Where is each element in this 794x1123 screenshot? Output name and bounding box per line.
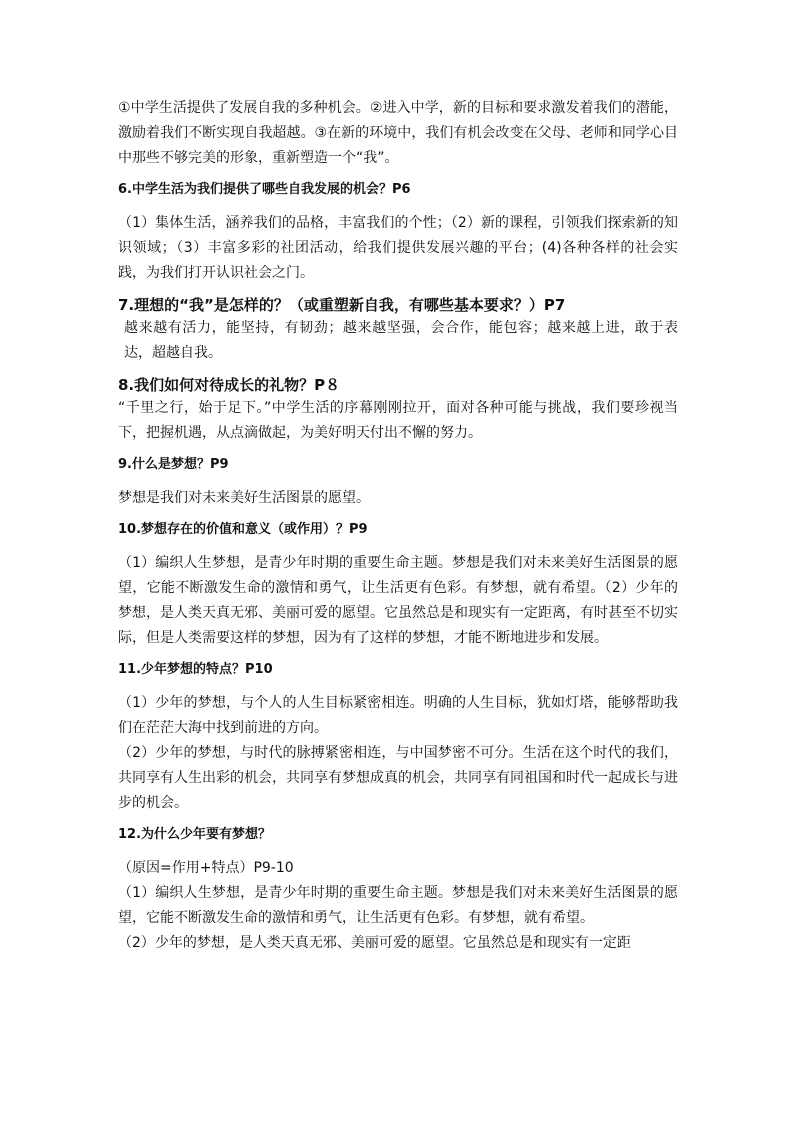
paragraph-a6: （1）集体生活，涵养我们的品格，丰富我们的个性；（2）新的课程，引领我们探索新的知识领域；（3）丰富多彩的社团活动，给我们提供发展兴趣的平台；(4)各种各样的社会实践，为我们打开认识社会之门。	[118, 215, 678, 281]
paragraph-a12-2: （2）少年的梦想，是人类天真无邪、美丽可爱的愿望。它虽然总是和现实有一定距	[118, 935, 631, 951]
paragraph-a8: “千里之行，始于足下。”中学生活的序幕刚刚拉开，面对各种可能与挑战，我们要珍视当下，把握机遇，从点滴做起，为美好明天付出不懈的努力。	[118, 400, 678, 441]
paragraph-opportunities-summary: ①中学生活提供了发展自我的多种机会。②进入中学，新的目标和要求激发着我们的潜能，激励着我们不断实现自我超越。③在新的环境中，我们有机会改变在父母、老师和同学心目中那些不够完美的形象，重新塑造一个“我”。	[118, 100, 678, 166]
paragraph-a12-note: （原因=作用+特点）P9-10	[118, 860, 294, 876]
heading-q8: 8.我们如何对待成长的礼物？P８	[118, 376, 341, 394]
heading-q6: 6.中学生活为我们提供了哪些自我发展的机会？P6	[118, 182, 411, 197]
paragraph-a9: 梦想是我们对未来美好生活图景的愿望。	[118, 490, 370, 506]
paragraph-a11-1: （1）少年的梦想，与个人的人生目标紧密相连。明确的人生目标，犹如灯塔，能够帮助我们在茫茫大海中找到前进的方向。	[118, 695, 678, 736]
paragraph-a11-2: （2）少年的梦想，与时代的脉搏紧密相连，与中国梦密不可分。生活在这个时代的我们，共同享有人生出彩的机会，共同享有梦想成真的机会，共同享有同祖国和时代一起成长与进步的机会。	[118, 745, 678, 811]
paragraph-a10: （1）编织人生梦想，是青少年时期的重要生命主题。梦想是我们对未来美好生活图景的愿望，它能不断激发生命的激情和勇气，让生活更有色彩。有梦想，就有希望。（2）少年的梦想，是人类天真无邪、美丽可爱的愿望。它虽然总是和现实有一定距离，有时甚至不切实际，但是人类需要这样的梦想，因为有了这样的梦想，才能不断地进步和发展。	[118, 555, 678, 646]
heading-q11: 11.少年梦想的特点？P10	[118, 662, 273, 677]
heading-q12: 12.为什么少年要有梦想？	[118, 827, 272, 842]
document-page	[118, 96, 678, 956]
paragraph-a7: 越来越有活力，能坚持，有韧劲；越来越坚强，会合作，能包容；越来越上进，敢于表达，超越自我。	[124, 320, 678, 361]
paragraph-a12-1: （1）编织人生梦想，是青少年时期的重要生命主题。梦想是我们对未来美好生活图景的愿望，它能不断激发生命的激情和勇气，让生活更有色彩。有梦想，就有希望。	[118, 885, 678, 926]
heading-q9: 9.什么是梦想？P9	[118, 457, 229, 472]
heading-q7: 7.理想的“我”是怎样的？（或重塑新自我，有哪些基本要求？）P7	[118, 296, 566, 314]
heading-q10: 10.梦想存在的价值和意义（或作用）？P9	[118, 522, 368, 537]
